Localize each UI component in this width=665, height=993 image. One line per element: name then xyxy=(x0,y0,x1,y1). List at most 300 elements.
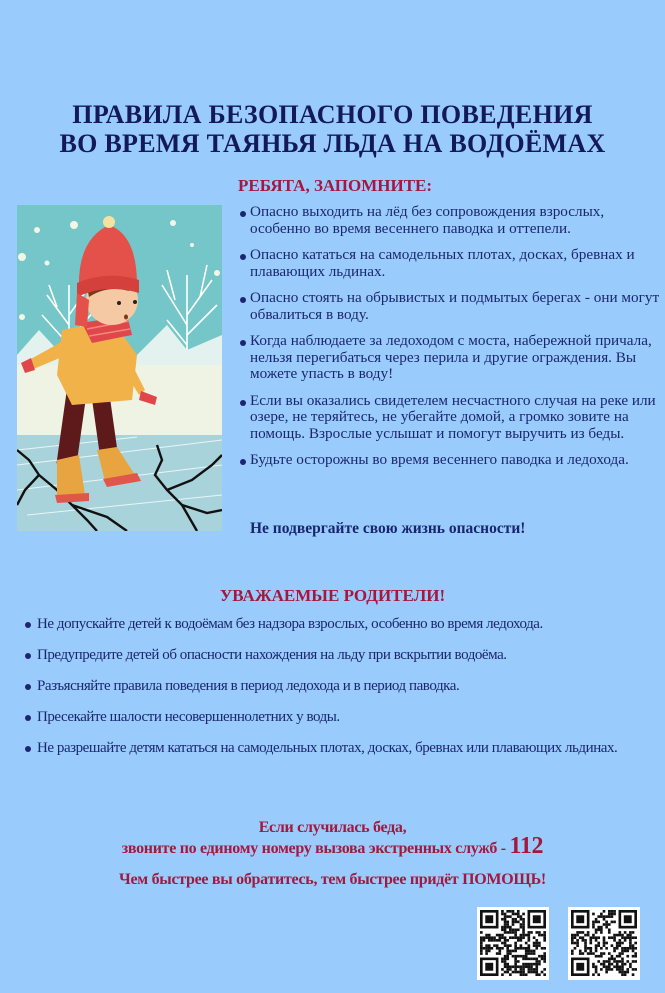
parents-heading: УВАЖАЕМЫЕ РОДИТЕЛИ! xyxy=(219,586,446,605)
qr-module xyxy=(597,960,600,963)
qr-module xyxy=(530,965,533,968)
qr-module xyxy=(522,971,525,974)
qr-module xyxy=(613,958,616,961)
qr-module xyxy=(616,963,619,966)
qr-module xyxy=(603,963,606,966)
qr-module xyxy=(520,926,523,929)
qr-module xyxy=(608,952,611,955)
qr-module xyxy=(595,931,598,934)
qr-module xyxy=(522,926,525,929)
list-item: Пресекайте шалости несовершеннолетних у воды. xyxy=(23,709,653,725)
qr-module xyxy=(509,910,512,913)
qr-module xyxy=(597,973,600,976)
qr-module xyxy=(520,944,523,947)
title-line-1: ПРАВИЛА БЕЗОПАСНОГО ПОВЕДЕНИЯ xyxy=(72,100,593,129)
qr-module xyxy=(592,913,595,916)
qr-module xyxy=(619,952,622,955)
qr-module xyxy=(624,936,627,939)
qr-module xyxy=(597,928,600,931)
qr-module xyxy=(525,947,528,950)
qr-module xyxy=(522,955,525,958)
qr-module xyxy=(504,928,507,931)
qr-module xyxy=(619,955,622,958)
qr-module xyxy=(506,944,509,947)
qr-module xyxy=(535,944,538,947)
qr-module xyxy=(514,955,517,958)
qr-module xyxy=(541,958,544,961)
qr-finder xyxy=(576,915,584,923)
qr-module xyxy=(629,965,632,968)
qr-module xyxy=(608,923,611,926)
qr-module xyxy=(522,965,525,968)
qr-module xyxy=(621,973,624,976)
qr-module xyxy=(626,947,629,950)
qr-module xyxy=(629,939,632,942)
qr-module xyxy=(632,947,635,950)
qr-module xyxy=(528,931,531,934)
qr-module xyxy=(528,947,531,950)
emergency-line-1: Если случилась беда, xyxy=(258,819,407,836)
qr-module xyxy=(525,965,528,968)
qr-module xyxy=(538,963,541,966)
qr-module xyxy=(498,934,501,937)
qr-module xyxy=(501,926,504,929)
qr-code-2[interactable] xyxy=(568,907,640,980)
qr-finder xyxy=(485,963,493,971)
qr-module xyxy=(512,923,515,926)
qr-module xyxy=(543,958,546,961)
qr-module xyxy=(613,947,616,950)
qr-module xyxy=(535,942,538,945)
qr-module xyxy=(579,952,582,955)
qr-module xyxy=(520,955,523,958)
qr-module xyxy=(584,947,587,950)
qr-module xyxy=(597,926,600,929)
qr-module xyxy=(533,952,536,955)
qr-module xyxy=(634,952,637,955)
qr-module xyxy=(619,968,622,971)
qr-module xyxy=(595,971,598,974)
qr-module xyxy=(514,960,517,963)
qr-module xyxy=(509,968,512,971)
qr-module xyxy=(514,936,517,939)
qr-module xyxy=(543,968,546,971)
list-item: Опасно кататься на самодельных плотах, досках, бревнах и плавающих льдинах. xyxy=(237,247,662,280)
qr-module xyxy=(514,950,517,953)
qr-module xyxy=(504,936,507,939)
kids-rules-list xyxy=(237,204,662,479)
qr-finder xyxy=(485,915,493,923)
qr-module xyxy=(597,921,600,924)
qr-module xyxy=(517,939,520,942)
qr-module xyxy=(624,939,627,942)
qr-module xyxy=(605,960,608,963)
qr-module xyxy=(543,936,546,939)
qr-module xyxy=(493,944,496,947)
qr-module xyxy=(506,931,509,934)
qr-module xyxy=(506,923,509,926)
qr-module xyxy=(538,931,541,934)
qr-module xyxy=(600,915,603,918)
qr-module xyxy=(480,931,483,934)
qr-module xyxy=(608,910,611,913)
qr-module xyxy=(491,947,494,950)
qr-module xyxy=(498,947,501,950)
qr-module xyxy=(506,939,509,942)
qr-module xyxy=(600,926,603,929)
qr-module xyxy=(528,971,531,974)
qr-module xyxy=(522,934,525,937)
qr-module xyxy=(579,936,582,939)
qr-module xyxy=(600,913,603,916)
qr-module xyxy=(621,934,624,937)
qr-module xyxy=(621,965,624,968)
qr-module xyxy=(629,936,632,939)
qr-module xyxy=(605,915,608,918)
qr-module xyxy=(603,944,606,947)
qr-module xyxy=(517,913,520,916)
qr-module xyxy=(592,952,595,955)
qr-module xyxy=(605,965,608,968)
qr-module xyxy=(621,947,624,950)
qr-module xyxy=(485,936,488,939)
qr-module xyxy=(595,950,598,953)
qr-module xyxy=(605,923,608,926)
qr-module xyxy=(595,918,598,921)
qr-module xyxy=(589,952,592,955)
qr-module xyxy=(533,936,536,939)
qr-finder xyxy=(576,963,584,971)
qr-module xyxy=(535,963,538,966)
qr-module xyxy=(504,939,507,942)
qr-module xyxy=(533,963,536,966)
qr-module xyxy=(506,950,509,953)
qr-module xyxy=(480,942,483,945)
qr-module xyxy=(528,952,531,955)
qr-module xyxy=(520,918,523,921)
qr-module xyxy=(512,928,515,931)
qr-module xyxy=(485,934,488,937)
qr-code-icon xyxy=(480,910,546,976)
qr-module xyxy=(535,973,538,976)
qr-module xyxy=(535,968,538,971)
qr-module xyxy=(506,968,509,971)
qr-module xyxy=(480,944,483,947)
qr-module xyxy=(582,952,585,955)
qr-module xyxy=(595,936,598,939)
qr-module xyxy=(603,939,606,942)
qr-module xyxy=(592,965,595,968)
qr-module xyxy=(608,958,611,961)
qr-module xyxy=(595,968,598,971)
list-item: Будьте осторожны во время весеннего паводка и ледохода. xyxy=(237,452,662,469)
qr-module xyxy=(501,910,504,913)
qr-module xyxy=(528,944,531,947)
qr-module xyxy=(600,947,603,950)
qr-module xyxy=(574,936,577,939)
qr-module xyxy=(533,968,536,971)
qr-module xyxy=(597,936,600,939)
qr-module xyxy=(506,963,509,966)
qr-module xyxy=(520,936,523,939)
qr-module xyxy=(624,950,627,953)
qr-module xyxy=(629,942,632,945)
qr-module xyxy=(498,936,501,939)
qr-module xyxy=(493,936,496,939)
qr-module xyxy=(501,968,504,971)
qr-module xyxy=(517,915,520,918)
qr-module xyxy=(514,921,517,924)
qr-module xyxy=(626,971,629,974)
qr-module xyxy=(488,936,491,939)
qr-module xyxy=(611,968,614,971)
qr-module xyxy=(589,950,592,953)
qr-module xyxy=(571,942,574,945)
qr-module xyxy=(589,939,592,942)
qr-module xyxy=(501,918,504,921)
qr-module xyxy=(634,942,637,945)
qr-module xyxy=(483,939,486,942)
qr-module xyxy=(619,934,622,937)
qr-module xyxy=(579,950,582,953)
qr-module xyxy=(621,958,624,961)
list-item: Опасно выходить на лёд без сопровождения взрослых, особенно во время весеннего паводка и оттепели. xyxy=(237,204,662,237)
qr-module xyxy=(520,965,523,968)
qr-module xyxy=(587,947,590,950)
qr-module xyxy=(506,915,509,918)
qr-module xyxy=(530,952,533,955)
qr-module xyxy=(613,960,616,963)
qr-module xyxy=(514,942,517,945)
qr-module xyxy=(501,960,504,963)
qr-module xyxy=(574,947,577,950)
qr-module xyxy=(543,934,546,937)
qr-module xyxy=(543,947,546,950)
list-item: Опасно стоять на обрывистых и подмытых берегах - они могут обвалиться в воду. xyxy=(237,290,662,323)
qr-module xyxy=(595,928,598,931)
qr-module xyxy=(632,973,635,976)
qr-module xyxy=(525,952,528,955)
qr-module xyxy=(608,931,611,934)
qr-module xyxy=(485,944,488,947)
qr-module xyxy=(632,944,635,947)
emergency-line-3: Чем быстрее вы обратитесь, тем быстрее придёт ПОМОЩЬ! xyxy=(119,871,546,888)
title-line-2: ВО ВРЕМЯ ТАЯНЬЯ ЛЬДА НА ВОДОЁМАХ xyxy=(59,129,606,158)
qr-module xyxy=(624,947,627,950)
qr-module xyxy=(498,939,501,942)
qr-module xyxy=(613,950,616,953)
qr-module xyxy=(504,942,507,945)
qr-module xyxy=(595,944,598,947)
qr-finder xyxy=(533,915,541,923)
qr-module xyxy=(509,952,512,955)
qr-module xyxy=(512,936,515,939)
qr-module xyxy=(509,950,512,953)
qr-module xyxy=(501,936,504,939)
qr-module xyxy=(621,942,624,945)
qr-module xyxy=(533,942,536,945)
qr-module xyxy=(600,952,603,955)
qr-module xyxy=(543,955,546,958)
qr-module xyxy=(603,960,606,963)
qr-module xyxy=(597,944,600,947)
qr-module xyxy=(520,968,523,971)
qr-module xyxy=(533,958,536,961)
qr-module xyxy=(605,921,608,924)
qr-module xyxy=(543,952,546,955)
qr-module xyxy=(538,960,541,963)
qr-module xyxy=(571,952,574,955)
qr-module xyxy=(512,971,515,974)
qr-module xyxy=(619,931,622,934)
qr-module xyxy=(512,955,515,958)
qr-module xyxy=(480,947,483,950)
qr-module xyxy=(530,971,533,974)
qr-module xyxy=(621,936,624,939)
qr-module xyxy=(626,968,629,971)
qr-module xyxy=(543,939,546,942)
qr-finder xyxy=(624,915,632,923)
qr-module xyxy=(629,934,632,937)
qr-module xyxy=(541,947,544,950)
qr-module xyxy=(488,944,491,947)
qr-module xyxy=(597,915,600,918)
qr-module xyxy=(605,968,608,971)
skating-child-illustration xyxy=(17,205,222,531)
qr-module xyxy=(632,968,635,971)
qr-module xyxy=(632,960,635,963)
qr-module xyxy=(496,944,499,947)
qr-module xyxy=(592,936,595,939)
qr-module xyxy=(512,931,515,934)
qr-module xyxy=(603,965,606,968)
qr-module xyxy=(584,944,587,947)
qr-module xyxy=(504,931,507,934)
qr-module xyxy=(501,958,504,961)
qr-module xyxy=(619,965,622,968)
qr-module xyxy=(576,944,579,947)
qr-module xyxy=(587,931,590,934)
qr-module xyxy=(512,918,515,921)
qr-module xyxy=(522,968,525,971)
qr-module xyxy=(517,910,520,913)
qr-module xyxy=(496,952,499,955)
hat-pompom xyxy=(103,216,115,228)
list-item: Не разрешайте детям кататься на самодельных плотах, досках, бревнах или плавающих льдинах. xyxy=(23,740,653,756)
qr-module xyxy=(589,947,592,950)
qr-module xyxy=(632,950,635,953)
qr-module xyxy=(496,934,499,937)
qr-module xyxy=(514,928,517,931)
qr-module xyxy=(605,971,608,974)
qr-module xyxy=(608,960,611,963)
qr-module xyxy=(541,934,544,937)
qr-module xyxy=(611,944,614,947)
qr-module xyxy=(582,931,585,934)
qr-module xyxy=(483,947,486,950)
qr-module xyxy=(616,965,619,968)
qr-module xyxy=(584,939,587,942)
qr-module xyxy=(491,939,494,942)
qr-module xyxy=(517,960,520,963)
qr-module xyxy=(595,965,598,968)
qr-module xyxy=(522,963,525,966)
qr-module xyxy=(533,971,536,974)
qr-module xyxy=(504,918,507,921)
qr-module xyxy=(541,971,544,974)
qr-module xyxy=(528,963,531,966)
qr-module xyxy=(613,913,616,916)
qr-module xyxy=(496,939,499,942)
qr-module xyxy=(535,958,538,961)
qr-module xyxy=(576,939,579,942)
qr-module xyxy=(611,955,614,958)
qr-module xyxy=(530,968,533,971)
qr-module xyxy=(541,955,544,958)
qr-code-icon xyxy=(571,910,637,976)
list-item: Если вы оказались свидетелем несчастного случая на реке или озере, не теряйтесь, не убегайте домой, а громко зовите на помощь. Взрослые услышат и помогут выручить из беды. xyxy=(237,393,662,443)
qr-module xyxy=(480,936,483,939)
qr-module xyxy=(584,942,587,945)
qr-module xyxy=(605,947,608,950)
qr-module xyxy=(538,973,541,976)
qr-module xyxy=(509,944,512,947)
qr-module xyxy=(592,923,595,926)
qr-module xyxy=(501,942,504,945)
qr-module xyxy=(613,910,616,913)
qr-module xyxy=(504,915,507,918)
qr-module xyxy=(613,939,616,942)
qr-module xyxy=(501,913,504,916)
qr-module xyxy=(506,952,509,955)
qr-module xyxy=(520,973,523,976)
qr-module xyxy=(528,934,531,937)
qr-module xyxy=(605,942,608,945)
qr-module xyxy=(600,955,603,958)
qr-module xyxy=(626,955,629,958)
emergency-block xyxy=(0,818,665,889)
qr-module xyxy=(535,939,538,942)
parents-rules-list xyxy=(23,616,653,771)
qr-module xyxy=(514,931,517,934)
qr-module xyxy=(611,936,614,939)
emergency-line-2 xyxy=(0,833,665,859)
qr-module xyxy=(506,955,509,958)
qr-module xyxy=(574,934,577,937)
qr-module xyxy=(592,921,595,924)
qr-module xyxy=(619,939,622,942)
kids-heading: РЕБЯТА, ЗАПОМНИТЕ: xyxy=(238,176,433,195)
qr-module xyxy=(634,960,637,963)
qr-module xyxy=(613,965,616,968)
qr-module xyxy=(571,950,574,953)
qr-module xyxy=(626,950,629,953)
qr-module xyxy=(514,971,517,974)
qr-module xyxy=(498,950,501,953)
qr-module xyxy=(582,939,585,942)
qr-module xyxy=(514,947,517,950)
qr-module xyxy=(522,918,525,921)
qr-module xyxy=(528,965,531,968)
qr-module xyxy=(634,947,637,950)
qr-module xyxy=(520,915,523,918)
qr-module xyxy=(517,965,520,968)
qr-module xyxy=(509,931,512,934)
qr-module xyxy=(509,915,512,918)
qr-code-1[interactable] xyxy=(477,907,549,980)
qr-module xyxy=(603,910,606,913)
qr-module xyxy=(509,936,512,939)
